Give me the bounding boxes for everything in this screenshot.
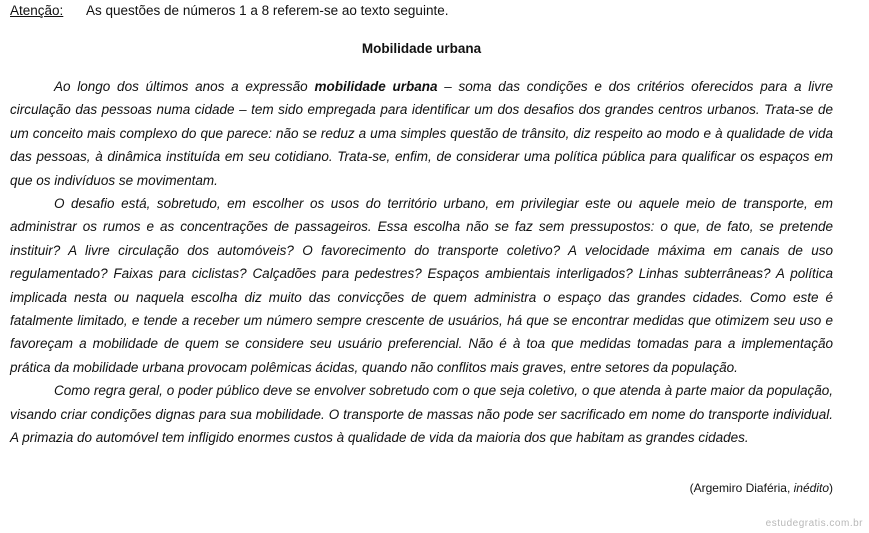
- notice-label: Atenção:: [10, 3, 64, 18]
- watermark: estudegratis.com.br: [765, 518, 863, 529]
- notice-text: As questões de números 1 a 8 referem-se ao texto seguinte.: [86, 3, 449, 18]
- article-body: [10, 75, 833, 450]
- attribution-author: (Argemiro Diaféria,: [689, 481, 794, 495]
- paragraph-1: [10, 75, 833, 192]
- paragraph-1-keyword: mobilidade urbana: [314, 79, 438, 94]
- attribution: [690, 481, 833, 495]
- paragraph-1-lead: Ao longo dos últimos anos a expressão: [54, 79, 315, 94]
- attribution-close: ): [829, 481, 833, 495]
- paragraph-2: O desafio está, sobretudo, em escolher os usos do território urbano, em privilegiar este ou aquele meio de transporte, em administrar os rumos e as concentrações de passageiros. Essa escolha não se faz sem pressupostos: o que, de fato, se pretende instituir? A livre circulação dos automóveis? O favorecimento do transporte coletivo? A velocidade máxima em canais de uso regulamentado? Faixas para ciclistas? Calçadões para pedestres? Espaços ambientais interligados? Linhas subterrâneas? A política implicada nesta ou naquela escolha diz muito das convicções de quem administra o espaço das grandes cidades. Como este é fatalmente limitado, e tende a receber um número sempre crescente de usuários, há que se encontrar medidas que otimizem seu uso e favoreçam a mobilidade de quem se considere seu usuário preferencial. Não é à toa que medidas tomadas para a implementação prática da mobilidade urbana provocam polêmicas ácidas, quando não conflitos mais graves, entre setores da população.: [10, 196, 833, 375]
- attribution-work: inédito: [793, 481, 829, 495]
- page-title: Mobilidade urbana: [361, 41, 482, 56]
- paragraph-1-text: – soma das condições e dos critérios oferecidos para a livre circulação das pessoas numa cidade – tem sido empregada para identificar um dos desafios dos grandes centros urbanos. Trata-se de um conceito mais complexo do que parece: não se reduz a uma simples questão de trânsito, diz respeito ao modo e à qualidade de vida das pessoas, à dinâmica instituída em seu cotidiano. Trata-se, enfim, de considerar uma política pública para qualificar os espaços em que os indivíduos se movimentam.: [10, 79, 833, 188]
- paragraph-3: Como regra geral, o poder público deve se envolver sobretudo com o que seja coletivo, o que atenda à parte maior da população, visando criar condições dignas para sua mobilidade. O transporte de massas não pode ser sacrificado em nome do transporte individual. A primazia do automóvel tem infligido enormes custos à qualidade de vida da maioria dos que habitam as grandes cidades.: [10, 383, 833, 446]
- notice-line: [10, 3, 448, 18]
